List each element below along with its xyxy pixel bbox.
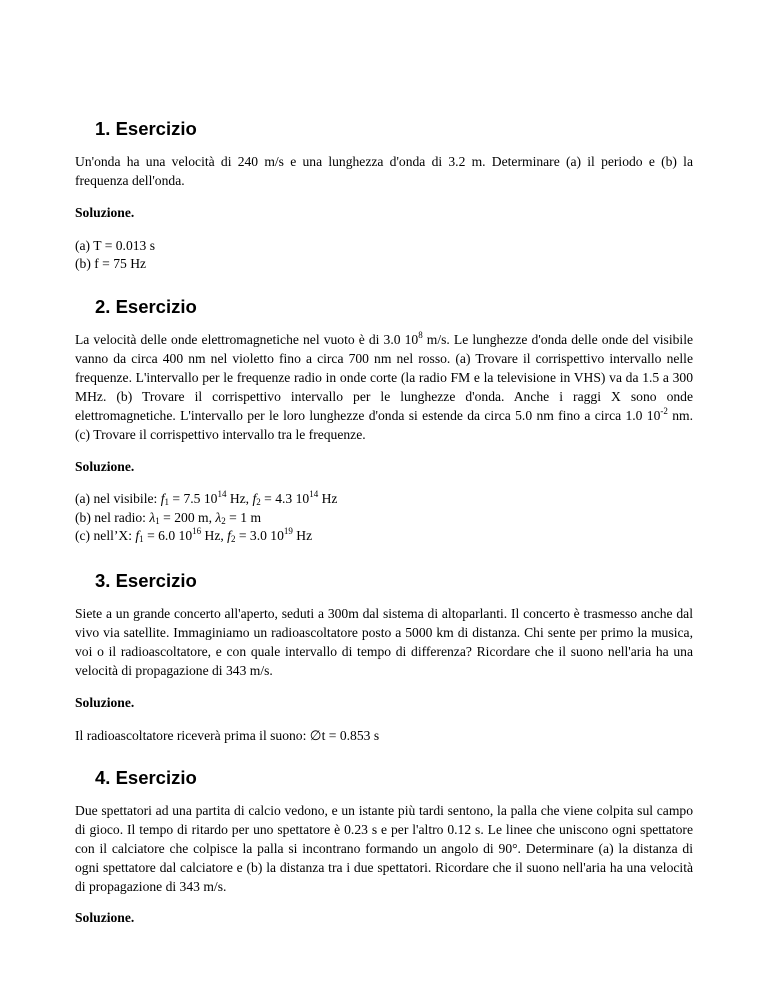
exercise-2-answer-a: (a) nel visibile: $f_1 = 7.5$ $10^{14}$ Hz, $f_2 = 4.3$ $10^{14}$ Hz bbox=[75, 489, 338, 507]
exercise-1-answer-a: (a) T = 0.013 s bbox=[75, 238, 156, 253]
exercise-1-answer-b: (b) f = 75 Hz bbox=[75, 256, 147, 271]
exercise-3-text: Siete a un grande concerto all'aperto, seduti a 300m dal sistema di altoparlanti. Il concerto è trasmesso anche dal vivo via satellite. Immaginiamo un radioascoltatore posto a 5000 km di distanza. Chi sente per primo la musica, voi o il radioascoltatore, e con quale intervallo di tempo di differenza? Ricordare che il suono nell'aria ha una velocità di propagazione di 343 m/s. bbox=[75, 606, 693, 678]
exercise-1-solution-label: Soluzione. bbox=[75, 205, 135, 220]
exercise-2-answer-c: (c) nell’X: $f_1 = 6.0$ $10^{16}$ Hz, $f_2 = 3.0$ $10^{19}$ Hz bbox=[75, 526, 313, 544]
exercise-2-answer-b: (b) nel radio: $\lambda_1 = 200$ m, $\lambda_2 = 1$ m bbox=[75, 510, 262, 526]
exercise-4-solution-label: Soluzione. bbox=[75, 910, 135, 925]
exercise-1-text: Un'onda ha una velocità di 240 m/s e una lunghezza d'onda di 3.2 m. Determinare (a) il periodo e (b) la frequenza dell'onda. bbox=[75, 154, 693, 188]
exercise-2-solution-label: Soluzione. bbox=[75, 459, 135, 474]
exercise-3-title: 3. Esercizio bbox=[95, 570, 197, 591]
exercise-2-text: La velocità delle onde elettromagnetiche nel vuoto è di 3.0 $10^8$ m/s. Le lunghezze d'onda delle onde del visibile vanno da circa 400 nm nel violetto fino a circa 700 nm nel rosso. (a) Trovare il corrispettivo intervallo nelle frequenze. L'intervallo per le frequenze radio in onde corte (la radio FM e la televisione in VHS) va da 1.5 a 300 MHz. (b) Trovare il corrispettivo intervallo per le lunghezze d'onda. Anche i raggi X sono onde elettromagnetiche. L'intervallo per le loro lunghezze d'onda si estende da circa 5.0 nm fino a circa 1.0 $10^{-2}$ nm. (c) Trovare il corrispettivo intervallo tra le frequenze. bbox=[75, 330, 694, 442]
exercise-3-solution-label: Soluzione. bbox=[75, 695, 135, 710]
exercise-2-title: 2. Esercizio bbox=[95, 296, 197, 317]
exercise-3-answer: Il radioascoltatore riceverà prima il suono: ∅t = 0.853 s bbox=[75, 728, 380, 743]
exercise-4-title: 4. Esercizio bbox=[95, 767, 197, 788]
exercise-1-title: 1. Esercizio bbox=[95, 118, 197, 139]
exercise-4-text: Due spettatori ad una partita di calcio vedono, e un istante più tardi sentono, la palla che viene colpita sul campo di gioco. Il tempo di ritardo per uno spettatore è 0.23 s e per l'altro 0.12 s. Le linee che uniscono ogni spettatore con il calciatore che colpisce la palla si incontrano formando un angolo di 90°. Determinare (a) la distanza di ogni spettatore dal calciatore e (b) la distanza tra i due spettatori. Ricordare che il suono nell'aria ha una velocità di propagazione di 343 m/s. bbox=[75, 803, 693, 894]
